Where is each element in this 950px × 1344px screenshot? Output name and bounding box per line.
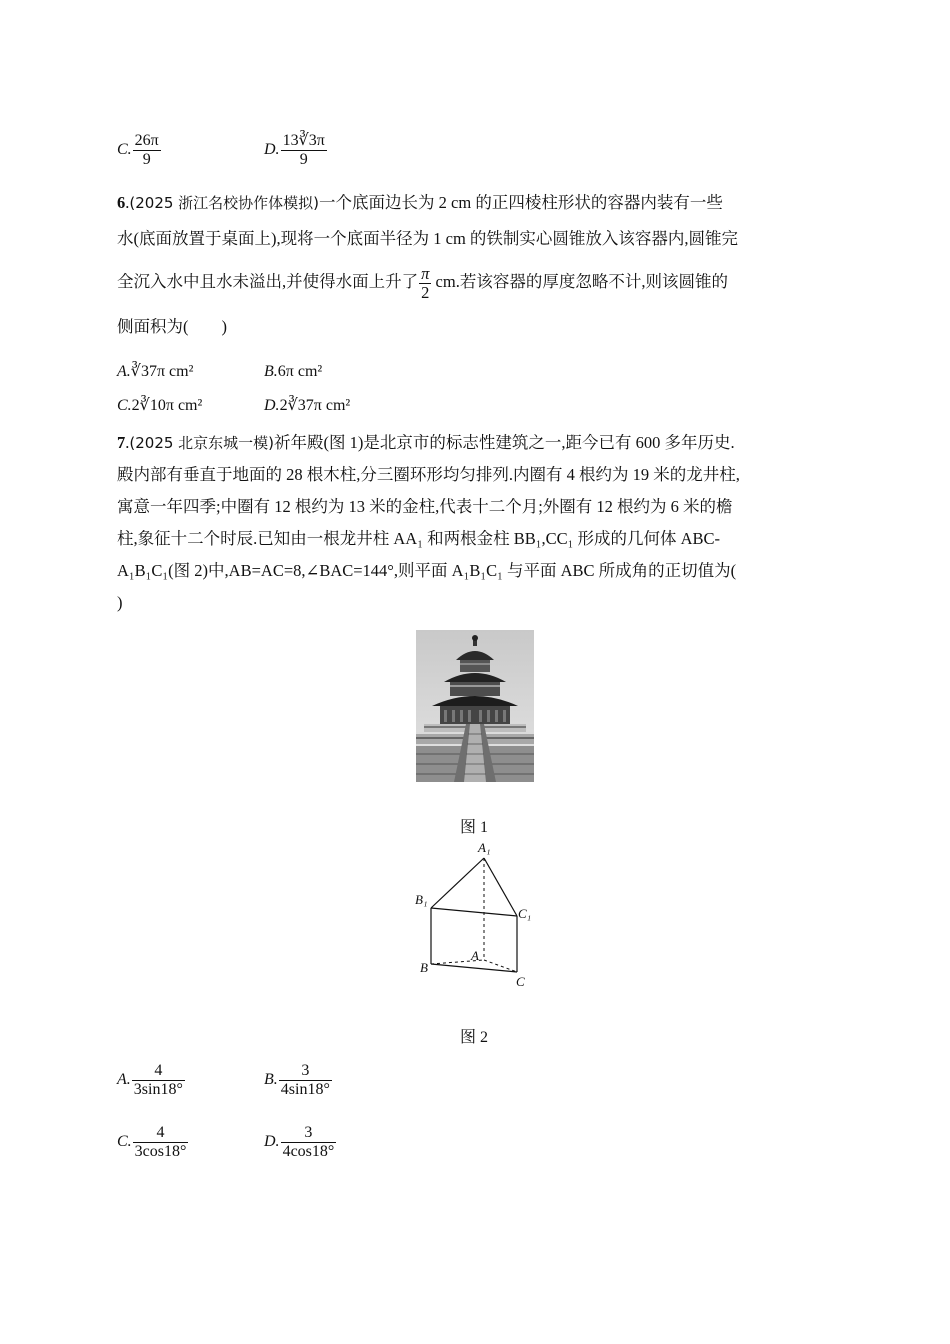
prism-diagram (410, 836, 540, 996)
fraction-numerator: π (421, 263, 430, 283)
option-label: D. (264, 397, 280, 414)
label-a: A (471, 948, 479, 963)
q7-line-4: 柱,象征十二个时辰.已知由一根龙井柱 AA₁ 和两根金柱 BB₁,CC₁ 形成的几何体 ABC- (117, 529, 721, 548)
option-text: 6π cm² (277, 363, 323, 380)
q7-option-c (117, 1124, 188, 1161)
fraction-denominator: 9 (142, 151, 151, 168)
question-7 (117, 428, 837, 618)
option-label: A. (117, 363, 131, 380)
label-b: B (420, 960, 428, 975)
question-6 (117, 188, 837, 342)
option-d-prev (264, 132, 327, 169)
q7-option-b (264, 1062, 332, 1099)
q7-option-a (117, 1062, 185, 1099)
q7-line-3: 寓意一年四季;中圈有 12 根约为 13 米的金柱,代表十二个月;外圈有 12 根约为 6 米的檐 (117, 497, 733, 516)
q6-text-1: 一个底面边长为 2 cm 的正四棱柱形状的容器内装有一些 (319, 193, 723, 212)
label-a1: A₁ (478, 840, 491, 855)
q6-line-3 (117, 260, 837, 304)
fraction-denominator: 3sin18° (133, 1081, 183, 1098)
q6-option-a (117, 362, 193, 382)
q6-text-3a: 全沉入水中且水未溢出,并使得水面上升了 (117, 272, 419, 291)
q6-option-c (117, 396, 202, 416)
fraction (133, 132, 161, 169)
q6-line-4: 侧面积为( ) (117, 317, 227, 336)
option-text: 2∛37π cm² (279, 397, 351, 414)
fraction (133, 1124, 189, 1161)
q6-text-3b: cm.若该容器的厚度忽略不计,则该圆锥的 (431, 272, 728, 291)
fraction-numerator: 3 (281, 1124, 337, 1143)
fraction-numerator: 4 (133, 1124, 189, 1143)
q7-line-6: ) (117, 593, 123, 612)
option-label: C. (117, 141, 132, 159)
option-text: ∛37π cm² (130, 363, 194, 380)
q7-text-1: 祈年殿(图 1)是北京市的标志性建筑之一,距今已有 600 多年历史. (274, 433, 735, 452)
fraction-numerator: 13∛3π (282, 132, 325, 149)
question-source: (2025 北京东城一模) (129, 434, 275, 452)
figure-1-caption: 图 1 (460, 819, 489, 836)
option-c-prev (117, 132, 161, 169)
option-label: C. (117, 397, 132, 414)
fraction (281, 1124, 337, 1161)
fraction-numerator: 4 (132, 1062, 185, 1081)
question-number: 6 (117, 193, 126, 212)
q6-line-2: 水(底面放置于桌面上),现将一个底面半径为 1 cm 的铁制实心圆锥放入该容器内,圆锥完 (117, 229, 739, 248)
q6-rise-fraction (419, 265, 431, 302)
q6-option-d (264, 396, 350, 416)
label-c: C (516, 974, 525, 989)
question-source: (2025 浙江名校协作体模拟) (129, 194, 320, 212)
option-label: D. (264, 1133, 280, 1151)
fraction-numerator: 26π (134, 132, 159, 149)
figure-2-caption: 图 2 (460, 1029, 489, 1046)
option-label: D. (264, 141, 280, 159)
fraction-denominator: 3cos18° (134, 1143, 187, 1160)
fraction-denominator: 4cos18° (282, 1143, 335, 1160)
temple-photo (416, 630, 534, 782)
q7-line-5: A₁B₁C₁(图 2)中,AB=AC=8,∠BAC=144°,则平面 A₁B₁C₁ 与平面 ABC 所成角的正切值为( (117, 561, 737, 580)
q7-line-1: 7.(2025 北京东城一模)祈年殿(图 1)是北京市的标志性建筑之一,距今已有 600 多年历史. (117, 433, 735, 452)
fraction (132, 1062, 185, 1099)
q6-option-b (264, 362, 322, 382)
q7-option-d (264, 1124, 336, 1161)
option-label: B. (264, 363, 278, 380)
question-number: 7 (117, 433, 126, 452)
fraction-denominator: 4sin18° (280, 1081, 330, 1098)
fraction-denominator: 2 (421, 282, 430, 302)
q6-line-1: 6.(2025 浙江名校协作体模拟)一个底面边长为 2 cm 的正四棱柱形状的容器内装有一些 (117, 193, 723, 212)
label-c1: C₁ (518, 906, 532, 921)
fraction (281, 132, 327, 169)
fraction-numerator: 3 (279, 1062, 332, 1081)
option-label: C. (117, 1133, 132, 1151)
fraction (279, 1062, 332, 1099)
q7-line-2: 殿内部有垂直于地面的 28 根木柱,分三圈环形均匀排列.内圈有 4 根约为 19 米的龙井柱, (117, 465, 740, 484)
option-text: 2∛10π cm² (131, 397, 203, 414)
label-b1: B₁ (415, 892, 428, 907)
fraction-denominator: 9 (299, 151, 308, 168)
option-label: B. (264, 1071, 278, 1089)
option-label: A. (117, 1071, 131, 1089)
